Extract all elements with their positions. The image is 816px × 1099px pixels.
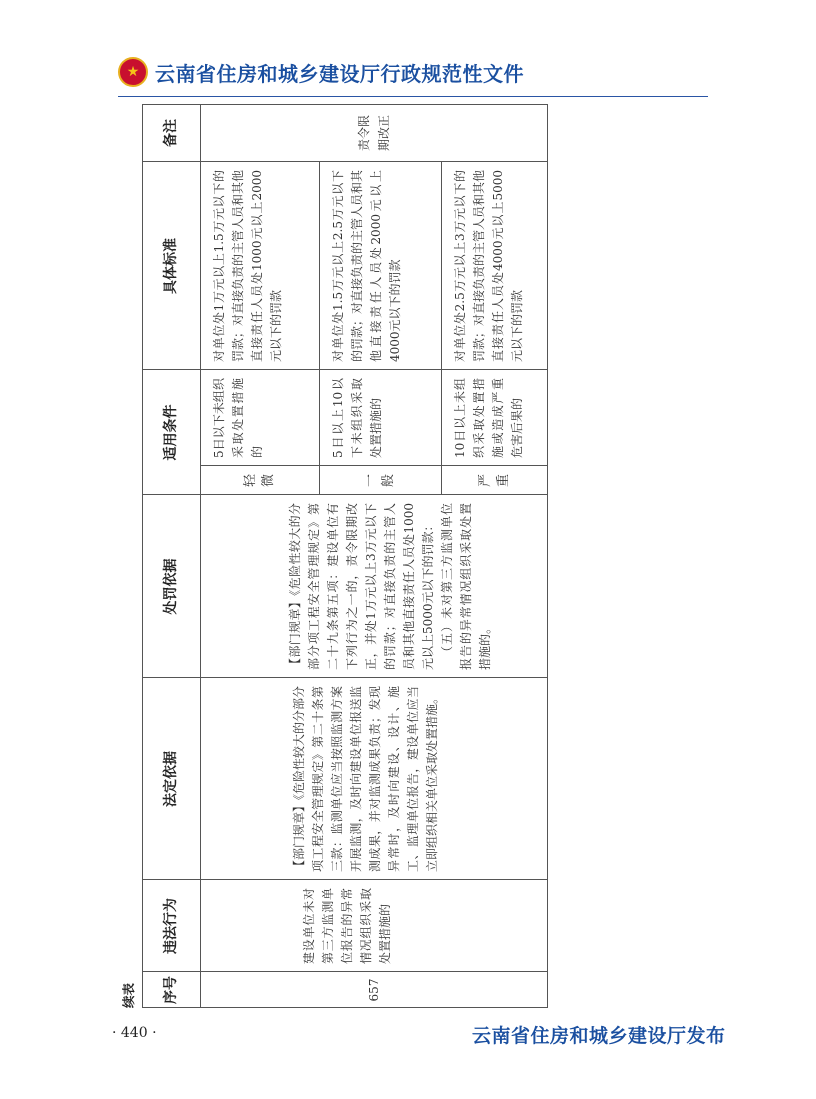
header-divider	[118, 96, 708, 97]
standard-general: 对单位处1.5万元以上2.5万元以下的罚款；对直接负责的主管人员和其他直接责任人员处2000元以上4000元以下的罚款	[331, 169, 402, 362]
header-condition: 适用条件	[162, 404, 179, 461]
row-violation: 建设单位未对第三方监测单位报告的异常情况组织采取处置措施的	[302, 888, 392, 964]
document-header	[118, 54, 524, 90]
penalty-table	[116, 104, 548, 1008]
header-remark: 备注	[162, 119, 179, 147]
header-violation: 违法行为	[162, 898, 179, 954]
header-penalty-basis: 处罚依据	[162, 558, 179, 615]
national-emblem-icon: ★	[118, 57, 148, 87]
severity-serious: 严重	[477, 474, 511, 488]
penalty-basis-item: （五）未对第三方监测单位报告的异常情况组织采取处置措施的。	[440, 503, 492, 670]
standard-minor: 对单位处1万元以上1.5万元以下的罚款；对直接负责的主管人员和其他直接责任人员处1000元以上2000元以下的罚款	[212, 169, 283, 362]
row-legal-basis: 【部门规章】《危险性较大的分部分项工程安全管理规定》第二十条第三款：监测单位应当按照监测方案开展监测，及时向建设单位报送监测成果，并对监测成果负责；发现异常时，及时向建设、设计、施工、监理单位报告，建设单位应当立即组织相关单位采取处置措施。	[292, 685, 439, 872]
continued-label: 续表	[121, 982, 136, 1008]
severity-minor: 轻微	[242, 474, 276, 488]
condition-minor: 5日以下未组织采取处置措施的	[212, 378, 264, 458]
row-remark: 责令限期改正	[357, 115, 391, 152]
row-penalty-basis	[200, 495, 548, 678]
publisher: 云南省住房和城乡建设厅发布	[472, 1025, 726, 1047]
condition-serious: 10日以上未组织采取处置措施或造成严重危害后果的	[453, 378, 524, 458]
penalty-basis-clause: 【部门规章】《危险性较大的分部分项工程安全管理规定》第二十九条第五项：建设单位有下列行为之一的，责令限期改正，并处1万元以上3万元以下的罚款；对直接负责的主管人员和其他直接责任人员处1000元以上5000元以下的罚款：	[288, 503, 435, 670]
row-seq: 657	[366, 978, 381, 1002]
penalty-table-region	[116, 104, 548, 1008]
condition-general: 5日以上10以下未组织采取处置措施的	[331, 378, 383, 458]
header-legal-basis: 法定依据	[162, 751, 179, 807]
page-number: · 440 ·	[112, 1025, 157, 1041]
severity-general: 一般	[363, 474, 396, 488]
header-title: 云南省住房和城乡建设厅行政规范性文件	[155, 61, 524, 86]
standard-serious: 对单位处2.5万元以上3万元以下的罚款；对直接负责的主管人员和其他直接责任人员处4000元以上5000元以下的罚款	[453, 169, 524, 362]
header-seq: 序号	[163, 976, 179, 1004]
header-standard: 具体标准	[162, 238, 179, 294]
